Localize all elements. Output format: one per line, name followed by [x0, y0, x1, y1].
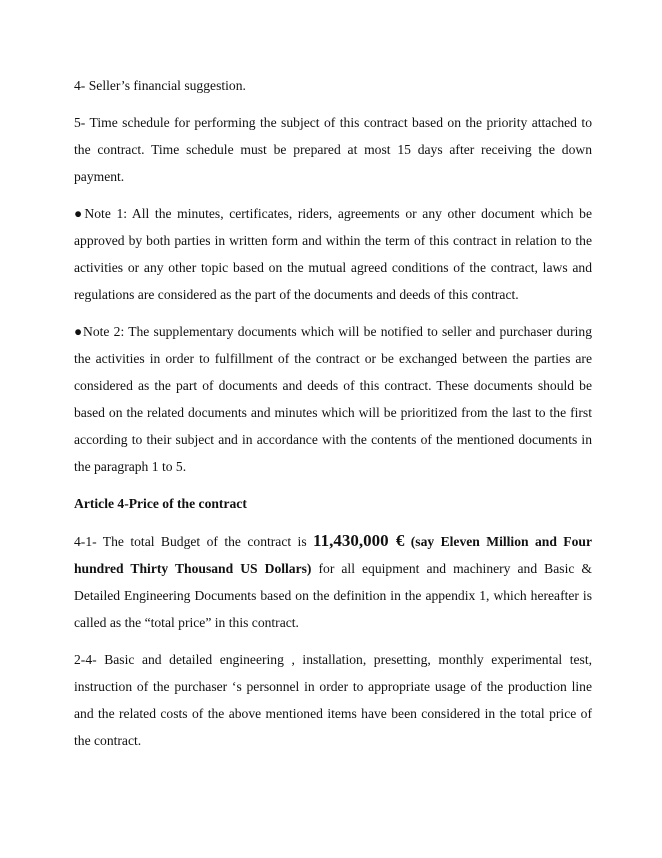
clause-2-4-paragraph: 2-4- Basic and detailed engineering , installation, presetting, monthly experimental test, instruction of the purchaser ‘s personnel in order to appropriate usage of the production line and the related costs of the above mentioned items have been considered in the total price of the contract. [74, 652, 592, 748]
note-1-paragraph: ●Note 1: All the minutes, certificates, riders, agreements or any other document which be approved by both parties in written form and within the term of this contract in relation to the activities or any other topic based on the mutual agreed conditions of the contract, laws and regulations are considered as the part of the documents and deeds of this contract. [74, 206, 592, 302]
note-2-paragraph: ●Note 2: The supplementary documents which will be notified to seller and purchaser during the activities in order to fulfillment of the contract or be exchanged between the parties are considered as the part of documents and deeds of this contract. These documents should be based on the related documents and minutes which will be prioritized from the last to the first according to their subject and in accordance with the contents of the mentioned documents in the paragraph 1 to 5. [74, 324, 592, 474]
article-4-heading: Article 4-Price of the contract [74, 496, 247, 511]
contract-price-in-words: (say Eleven Million and Four hundred Thirty Thousand US Dollars) [74, 534, 592, 576]
clause-4-1-prefix: 4-1- The total Budget of the contract is [74, 534, 314, 549]
document-page [74, 72, 592, 764]
item-4-paragraph: 4- Seller’s financial suggestion. [74, 78, 246, 93]
contract-price-amount: 11,430,000 € [313, 531, 405, 550]
item-5-paragraph: 5- Time schedule for performing the subject of this contract based on the priority attached to the contract. Time schedule must be prepared at most 15 days after receiving the down payment. [74, 115, 592, 184]
clause-4-1-paragraph [74, 527, 592, 636]
clause-4-1-suffix: for all equipment and machinery and Basic & Detailed Engineering Documents based on the definition in the appendix 1, which hereafter is called as the “total price” in this contract. [74, 561, 593, 630]
